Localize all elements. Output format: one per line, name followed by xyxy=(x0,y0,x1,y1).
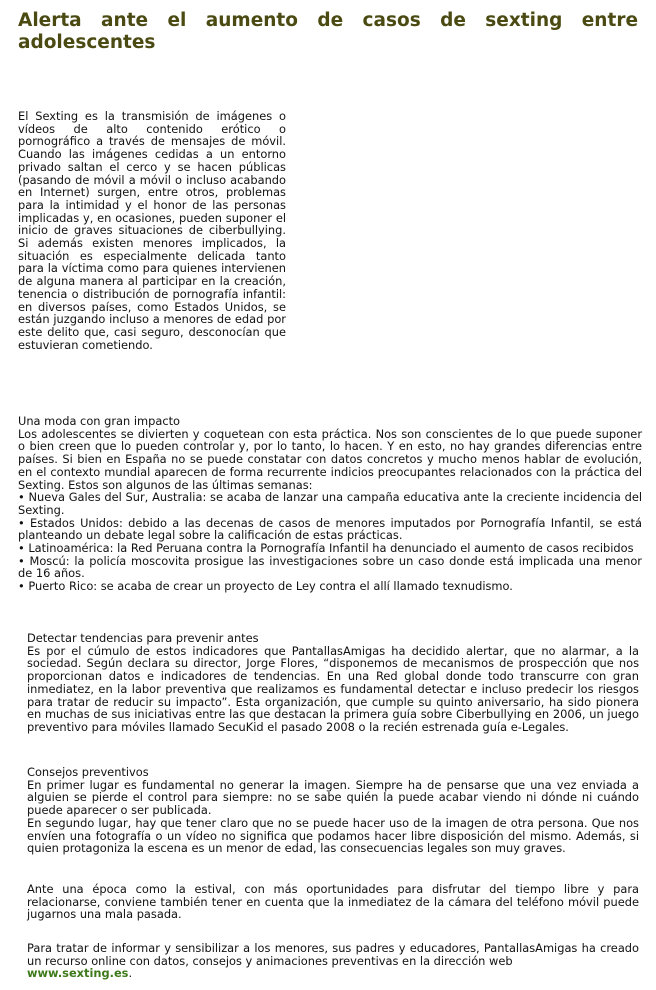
section-moda-impacto xyxy=(18,415,642,593)
section-epoca-estival xyxy=(27,883,639,921)
sentence-end: . xyxy=(128,966,133,981)
bullet-item: • Estados Unidos: debido a las decenas de casos de menores imputados por Pornografía Infantil, se está planteando un debate legal sobre la calificación de estas prácticas. xyxy=(18,515,642,543)
section-body: Es por el cúmulo de estos indicadores que PantallasAmigas ha decidido alertar, que no alarmar, a la sociedad. Según declara su director, Jorge Flores, “disponemos de mecanismos de prospección que nos proporcionan datos e indicadores de tendencias. En una Red global donde todo transcurre con gran inmediatez, en la labor preventiva que realizamos es fundamental detectar e incluso predecir los riesgos para tratar de reducir su impacto”. Esta organización, que cumple su quinto aniversario, ha sido pionera en muchas de sus iniciativas entre las que destacan la primera guía sobre Ciberbullying en 2006, un juego preventivo para móviles llamado SecuKid el pasado 2008 o la recién estrenada guía e-Legales. xyxy=(27,643,639,734)
section-paragraph: Ante una época como la estival, con más oportunidades para disfrutar del tiempo libre y para relacionarse, conviene también tener en cuenta que la inmediatez de la cámara del teléfono móvil puede jugarnos una mala pasada. xyxy=(27,882,639,922)
section-paragraph: En segundo lugar, hay que tener claro que no se puede hacer uso de la imagen de otra persona. Que nos envíen una fotografía o un vídeo no significa que podamos hacer libre disposición del mismo. Además, si quien protagoniza la escena es un menor de edad, las consecuencias legales son muy graves. xyxy=(27,815,639,856)
section-text: Para tratar de informar y sensibilizar a los menores, sus padres y educadores, PantallasAmigas ha creado un recurso online con datos, consejos y animaciones preventivas en la dirección web xyxy=(27,941,639,968)
article-intro: El Sexting es la transmisión de imágenes o vídeos de alto contenido erótico o pornográfico a través de mensajes de móvil. Cuando las imágenes cedidas a un entorno privado saltan el cerco y se hacen públicas (pasando de móvil a móvil o incluso acabando en Internet) surgen, entre otros, problemas para la intimidad y el honor de las personas implicadas y, en ocasiones, pueden suponer el inicio de graves situaciones de ciberbullying. Si además existen menores implicados, la situación es especialmente delicada tanto para la víctima como para quienes intervienen de alguna manera al participar en la creación, tenencia o distribución de pornografía infantil: en diversos países, como Estados Unidos, se están juzgando incluso a menores de edad por este delito que, casi seguro, desconocían que estuvieran cometiendo. xyxy=(18,109,286,352)
section-paragraph xyxy=(27,942,639,980)
bullet-item: • Moscú: la policía moscovita prosigue las investigaciones sobre un caso donde está implicada una menor de 16 años. xyxy=(18,553,642,581)
sexting-link[interactable]: www.sexting.es xyxy=(27,966,129,981)
bullet-item: • Latinoamérica: la Red Peruana contra la Pornografía Infantil ha denunciado el aumento de casos recibidos xyxy=(18,541,634,556)
bullet-item: • Puerto Rico: se acaba de crear un proyecto de Ley contra el allí llamado texnudismo. xyxy=(18,579,513,594)
section-heading: Consejos preventivos xyxy=(27,765,149,779)
section-consejos-preventivos xyxy=(27,766,639,855)
article-title: Alerta ante el aumento de casos de sexting entre adolescentes xyxy=(18,10,638,53)
bullet-item: • Nueva Gales del Sur, Australia: se acaba de lanzar una campaña educativa ante la creciente incidencia del Sexting. xyxy=(18,490,642,517)
section-heading: Detectar tendencias para prevenir antes xyxy=(27,631,259,645)
section-detectar-tendencias xyxy=(27,632,639,734)
section-heading: Una moda con gran impacto xyxy=(18,414,181,428)
section-recurso-online xyxy=(27,942,639,980)
section-body: Los adolescentes se divierten y coquetean con esta práctica. Nos son conscientes de lo que puede suponer o bien creen que lo pueden controlar y, por lo tanto, lo hacen. Y en esto, no hay grandes diferencias entre países. Si bien en España no se puede constatar con datos concretos y mucho menos hablar de evolución, en el contexto mundial aparecen de forma recurrente indicios preocupantes relacionados con la práctica del Sexting. Estos son algunos de las últimas semanas: xyxy=(18,426,642,492)
section-paragraph: En primer lugar es fundamental no generar la imagen. Siempre ha de pensarse que una vez enviada a alguien se pierde el control para siempre: no se sabe quién la puede acabar viendo ni dónde ni cuándo puede aparecer o ser publicada. xyxy=(27,777,639,818)
